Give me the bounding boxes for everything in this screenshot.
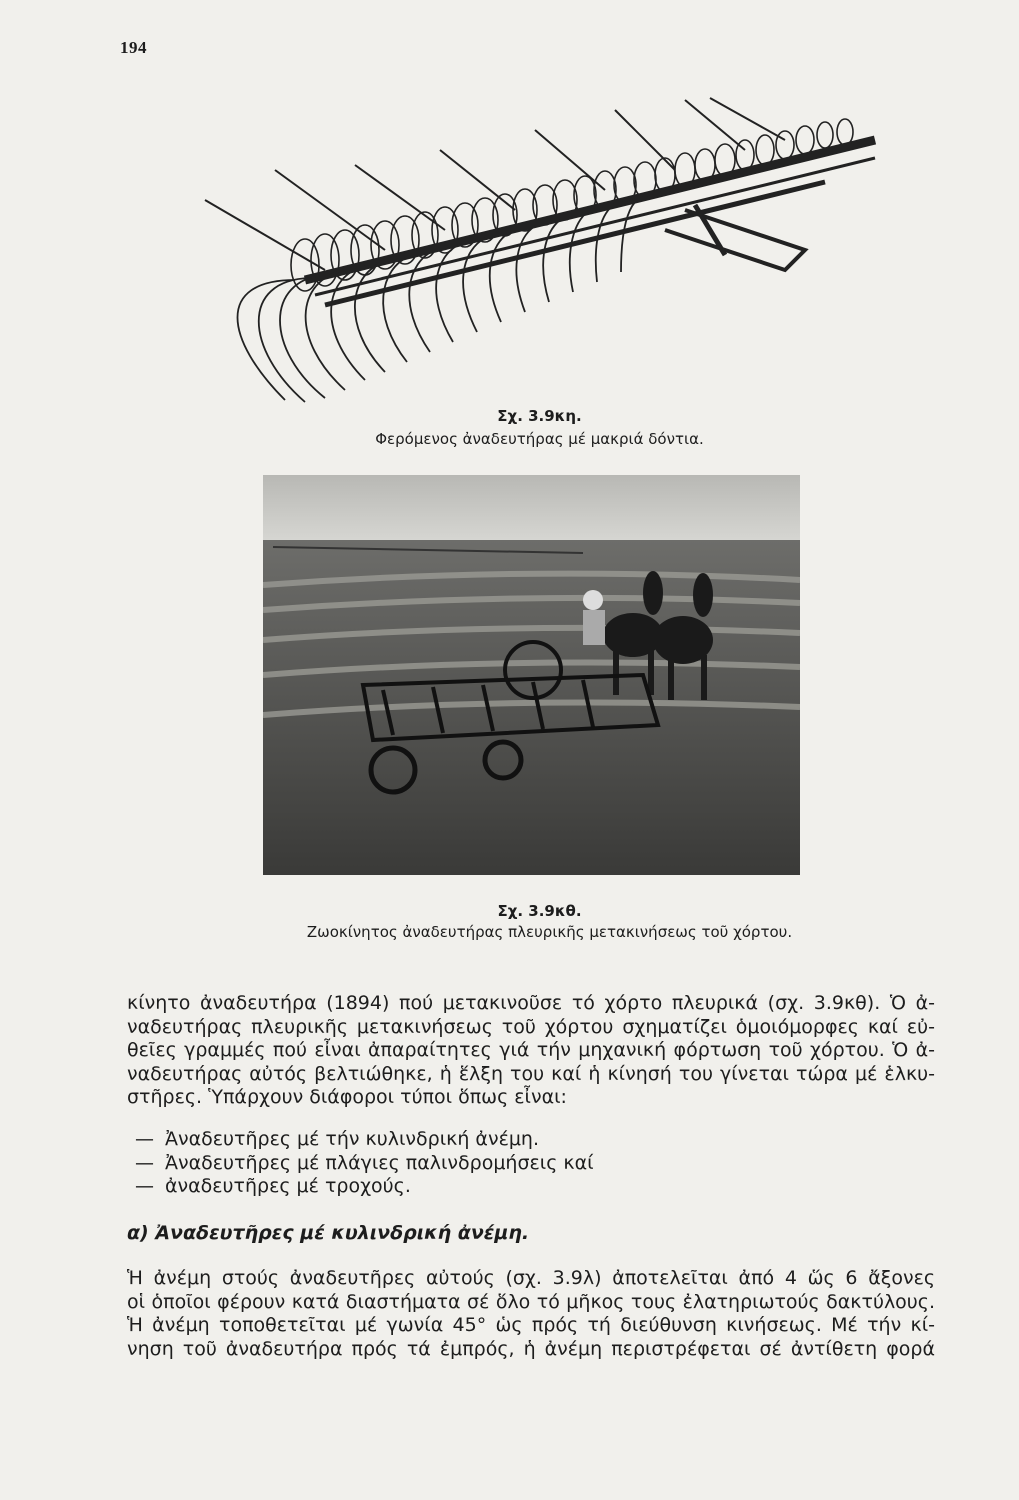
list-item-text: Ἀναδευτῆρες μέ τήν κυλινδρική ἀνέμη. [165, 1128, 540, 1150]
list-item-text: ἀναδευτῆρες μέ τροχούς. [165, 1175, 411, 1197]
section-heading: α) Ἀναδευτῆρες μέ κυλινδρική ἀνέμη. [127, 1222, 530, 1244]
text-line: Ἡ ἀνέμη τοποθετεῖται μέ γωνία 45° ὡς πρός τή διεύθυνση κινήσεως. Μέ τήν κί- [127, 1314, 935, 1336]
list-marker: — [135, 1175, 154, 1197]
text-line: οἱ ὁποῖοι φέρουν κατά διαστήματα σέ ὅλο τό μῆκος τους ἐλατηριωτούς δακτύλους. [127, 1290, 935, 1313]
text-line: θεῖες γραμμές πού εἶναι ἀπαραίτητες γιά τήν μηχανική φόρτωση τοῦ χόρτου. Ὁ ἀ- [127, 1039, 935, 1061]
list-item [135, 1128, 594, 1152]
list-item [135, 1152, 594, 1176]
text-line: στῆρες. Ὑπάρχουν διάφοροι τύποι ὅπως εἶναι: [127, 1086, 567, 1108]
page-number: 194 [120, 38, 147, 57]
list-marker: — [135, 1128, 154, 1150]
list-item [135, 1175, 594, 1199]
figure-2-label: Σχ. 3.9κθ. [497, 902, 582, 920]
text-line: νηση τοῦ ἀναδευτήρα πρός τά ἐμπρός, ἡ ἀνέμη περιστρέφεται σέ ἀντίθετη φορά [127, 1337, 935, 1360]
text-line: κίνητο ἀναδευτήρα (1894) πού μετακινοῦσε τό χόρτο πλευρικά (σχ. 3.9κθ). Ὁ ἀ- [127, 992, 935, 1014]
text-line: ναδευτήρας πλευρικῆς μετακινήσεως τοῦ χόρτου σχηματίζει ὁμοιόμορφες καί εὐ- [127, 1015, 935, 1038]
list-item-text: Ἀναδευτῆρες μέ πλάγιες παλινδρομήσεις καί [165, 1151, 594, 1174]
text-line: Ἡ ἀνέμη στούς ἀναδευτῆρες αὐτούς (σχ. 3.9λ) ἀποτελεῖται ἀπό 4 ὥς 6 ἄξονες [127, 1267, 935, 1289]
figure-horse-rake-photo [263, 475, 800, 875]
list-marker: — [135, 1151, 154, 1174]
figure-1-caption: Φερόμενος ἀναδευτήρας μέ μακριά δόντια. [375, 430, 704, 448]
rake-types-list [135, 1128, 594, 1199]
paragraph-2 [127, 1267, 935, 1361]
figure-1-label: Σχ. 3.9κη. [497, 407, 582, 425]
figure-rake-drawing [185, 80, 895, 410]
text-line: ναδευτήρας αὐτός βελτιώθηκε, ἡ ἕλξη του καί ἡ κίνησή του γίνεται τώρα μέ ἑλκυ- [127, 1062, 935, 1085]
paragraph-1 [127, 992, 935, 1110]
figure-2-caption: Ζωοκίνητος ἀναδευτήρας πλευρικῆς μετακινήσεως τοῦ χόρτου. [306, 923, 793, 941]
